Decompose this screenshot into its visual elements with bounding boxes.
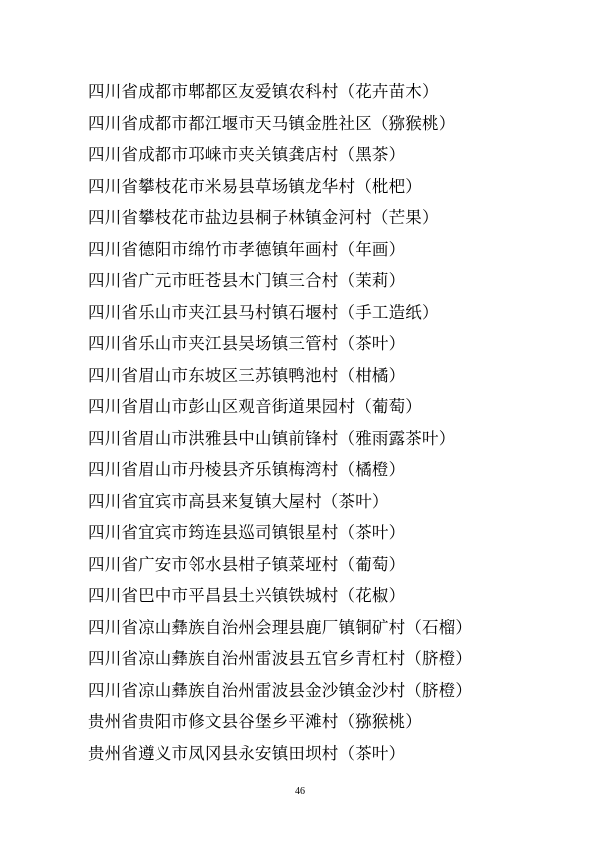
list-item: 四川省乐山市夹江县马村镇石堰村（手工造纸） <box>88 302 439 322</box>
list-item: 四川省宜宾市高县来复镇大屋村（茶叶） <box>88 491 389 511</box>
list-item: 四川省巴中市平昌县土兴镇铁城村（花椒） <box>88 586 406 605</box>
list-item: 四川省眉山市洪雅县中山镇前锋村（雅雨露茶叶） <box>88 428 456 448</box>
page-number: 46 <box>295 786 305 797</box>
list-item: 四川省乐山市夹江县吴场镇三管村（茶叶） <box>88 334 406 353</box>
list-item: 四川省宜宾市筠连县巡司镇银星村（茶叶） <box>88 523 406 542</box>
list-item: 贵州省遵义市凤冈县永安镇田坝村（茶叶） <box>88 743 406 763</box>
list-item: 四川省成都市都江堰市天马镇金胜社区（猕猴桃） <box>88 113 456 133</box>
village-list <box>88 76 558 769</box>
list-item: 四川省德阳市绵竹市孝德镇年画村（年画） <box>88 239 406 259</box>
list-item: 四川省成都市邛崃市夹关镇龚店村（黑茶） <box>88 145 406 164</box>
list-item: 四川省眉山市彭山区观音街道果园村（葡萄） <box>88 397 422 416</box>
list-item: 四川省眉山市丹棱县齐乐镇梅湾村（橘橙） <box>88 460 406 479</box>
list-item: 四川省攀枝花市盐边县桐子林镇金河村（芒果） <box>88 208 439 227</box>
list-item: 四川省攀枝花市米易县草场镇龙华村（枇杷） <box>88 176 422 196</box>
list-item: 四川省凉山彝族自治州雷波县金沙镇金沙村（脐橙） <box>88 680 473 700</box>
list-item: 四川省眉山市东坡区三苏镇鸭池村（柑橘） <box>88 365 406 385</box>
list-item: 四川省凉山彝族自治州会理县鹿厂镇铜矿村（石榴） <box>88 617 473 637</box>
list-item: 四川省广安市邻水县柑子镇菜垭村（葡萄） <box>88 554 406 574</box>
list-item: 四川省成都市郫都区友爱镇农科村（花卉苗木） <box>88 82 439 101</box>
list-item: 四川省凉山彝族自治州雷波县五官乡青杠村（脐橙） <box>88 649 473 668</box>
list-item: 四川省广元市旺苍县木门镇三合村（茉莉） <box>88 271 406 290</box>
list-item: 贵州省贵阳市修文县谷堡乡平滩村（猕猴桃） <box>88 712 422 731</box>
